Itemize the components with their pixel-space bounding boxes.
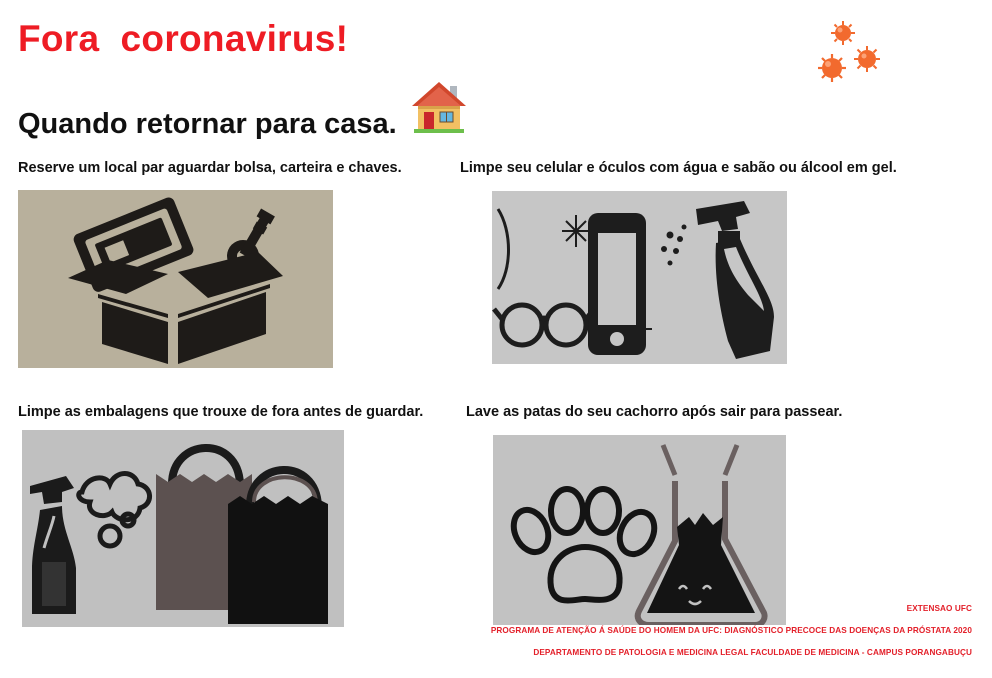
virus-icon: [812, 18, 886, 90]
phone-glasses-spray-illustration: [492, 191, 787, 364]
step-3-caption: Limpe as embalagens que trouxe de fora antes de guardar.: [18, 404, 424, 420]
spray-bags-icon: [22, 430, 344, 627]
paw-flask-icon: [493, 435, 786, 625]
box-keys-illustration: [18, 190, 333, 368]
box-keys-icon: [18, 190, 333, 368]
step-2-caption: Limpe seu celular e óculos com água e sabão ou álcool em gel.: [460, 160, 897, 176]
footer-extension: EXTENSAO UFC: [906, 604, 972, 613]
step-1-caption: Reserve um local par aguardar bolsa, carteira e chaves.: [18, 160, 402, 176]
footer-department: DEPARTAMENTO DE PATOLOGIA E MEDICINA LEGAL FACULDADE DE MEDICINA - CAMPUS PORANGABUÇU: [533, 648, 972, 657]
page-title: Fora coronavirus!: [18, 18, 349, 59]
phone-glasses-spray-icon: [492, 191, 787, 364]
paw-flask-illustration: [493, 435, 786, 625]
footer-program: PROGRAMA DE ATENÇÃO Á SAÚDE DO HOMEM DA UFC: DIAGNÓSTICO PRECOCE DAS DOENÇAS DA PRÓSTATA 2020: [490, 626, 972, 635]
section-heading: Quando retornar para casa.: [18, 108, 397, 140]
house-icon: [410, 80, 468, 134]
step-4-caption: Lave as patas do seu cachorro após sair para passear.: [466, 404, 843, 420]
spray-bags-illustration: [22, 430, 344, 627]
